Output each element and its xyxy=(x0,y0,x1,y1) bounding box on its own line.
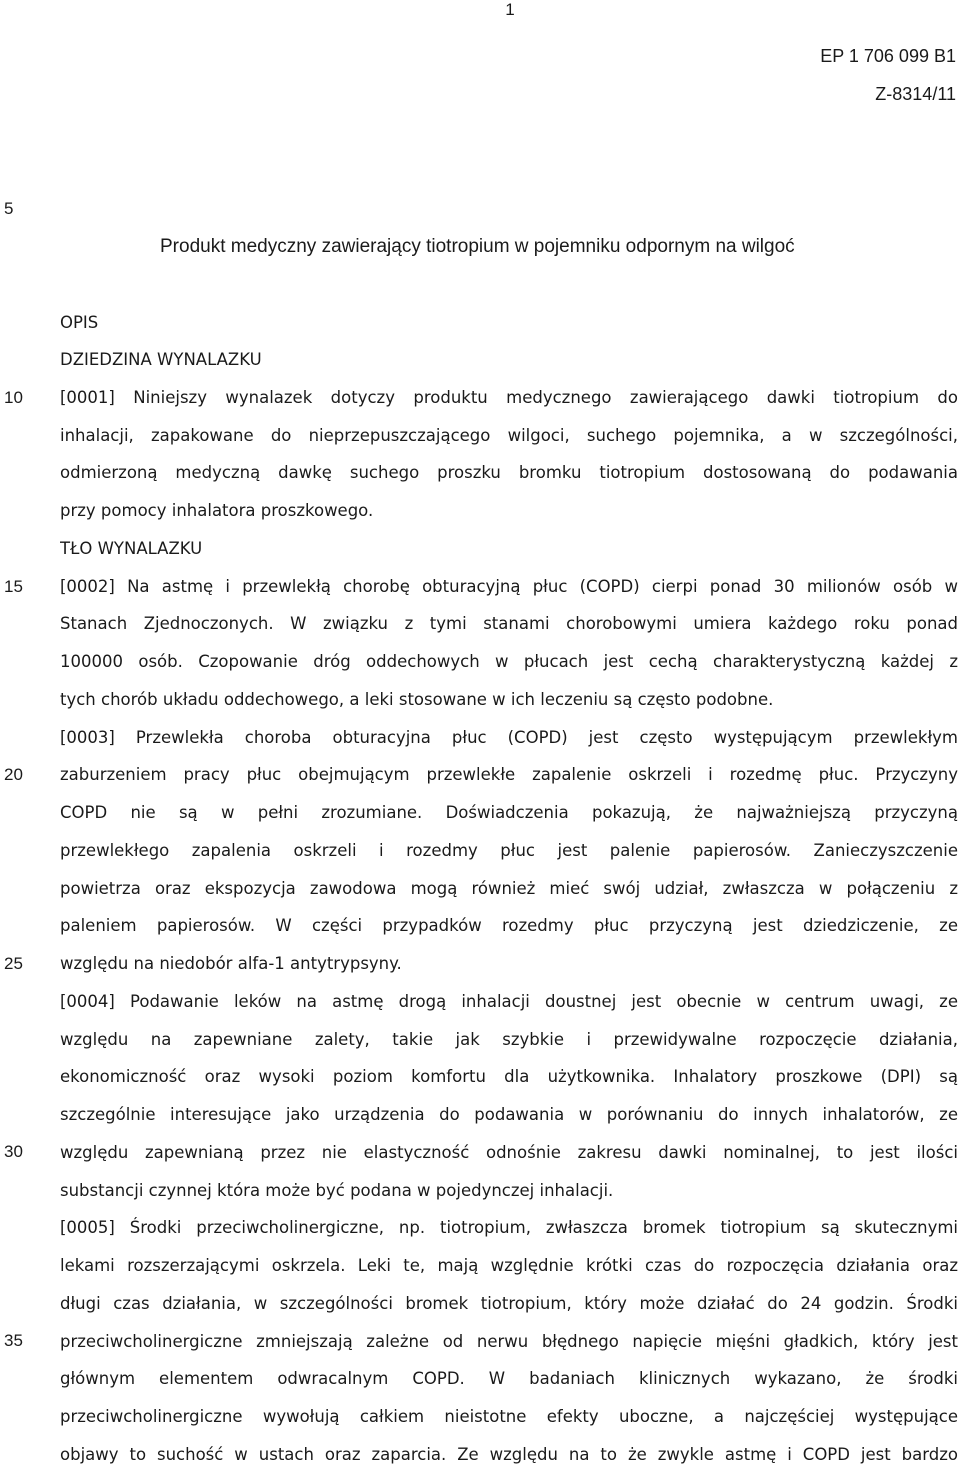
line-number: 20 xyxy=(4,765,23,784)
paragraph-line: szczególnie interesujące jako urządzenia do podawania w porównaniu do innych inhalatorów, ze xyxy=(60,1105,958,1124)
line-number: 35 xyxy=(4,1331,23,1350)
document-title: Produkt medyczny zawierający tiotropium w pojemniku odpornym na wilgoć xyxy=(160,236,795,257)
paragraph-line: przy pomocy inhalatora proszkowego. xyxy=(60,501,374,520)
paragraph-line: substancji czynnej która może być podana w pojedynczej inhalacji. xyxy=(60,1181,614,1200)
paragraph-line: zaburzeniem pracy płuc obejmującym przewlekłe zapalenie oskrzeli i rozedmę płuc. Przyczyny xyxy=(60,765,958,784)
paragraph-line: odmierzoną medyczną dawkę suchego proszku bromku tiotropium dostosowaną do podawania xyxy=(60,463,958,482)
document-number: EP 1 706 099 B1 xyxy=(820,46,956,66)
paragraph-line: długi czas działania, w szczególności bromek tiotropium, który może działać do 24 godzin. Środki xyxy=(60,1294,958,1313)
paragraph-line: ekonomiczność oraz wysoki poziom komfortu dla użytkownika. Inhalatory proszkowe (DPI) są xyxy=(60,1067,958,1086)
page-number: 1 xyxy=(505,0,515,19)
paragraph-line: [0004] Podawanie leków na astmę drogą inhalacji doustnej jest obecnie w centrum uwagi, ze xyxy=(60,992,958,1011)
paragraph-line: względu na niedobór alfa-1 antytrypsyny. xyxy=(60,954,402,973)
paragraph-line: głównym elementem odwracalnym COPD. W badaniach klinicznych wykazano, że środki xyxy=(60,1369,958,1388)
paragraph-line: przeciwcholinergiczne wywołują całkiem nieistotne efekty uboczne, a najczęściej występujące xyxy=(60,1407,958,1426)
paragraph-line: paleniem papierosów. W części przypadków rozedmy płuc przyczyną jest dziedziczenie, ze xyxy=(60,916,958,935)
paragraph-line: [0005] Środki przeciwcholinergiczne, np. tiotropium, zwłaszcza bromek tiotropium są skutecznymi xyxy=(60,1218,958,1237)
paragraph-line: względu zapewnianą przez nie elastyczność odnośnie zakresu dawki nominalnej, to jest ilości xyxy=(60,1143,958,1162)
paragraph-line: objawy to suchość w ustach oraz zaparcia. Ze względu na to że zwykle astmę i COPD jest bardzo xyxy=(60,1445,958,1464)
paragraph-line: COPD nie są w pełni zrozumiane. Doświadczenia pokazują, że najważniejszą przyczyną xyxy=(60,803,958,822)
paragraph-line: lekami rozszerzającymi oskrzela. Leki te, mają względnie krótki czas do rozpoczęcia działania oraz xyxy=(60,1256,958,1275)
paragraph-line: powietrza oraz ekspozycja zawodowa mogą również mieć swój udział, zwłaszcza w połączeniu z xyxy=(60,879,958,898)
paragraph-line: tych chorób układu oddechowego, a leki stosowane w ich leczeniu są często podobne. xyxy=(60,690,774,709)
paragraph-line: Stanach Zjednoczonych. W związku z tymi stanami chorobowymi umiera każdego roku ponad xyxy=(60,614,958,633)
section-heading: DZIEDZINA WYNALAZKU xyxy=(60,350,262,369)
paragraph-line: względu na zapewniane zalety, takie jak szybkie i przewidywalne rozpoczęcie działania, xyxy=(60,1030,958,1049)
paragraph-line: [0002] Na astmę i przewlekłą chorobę obturacyjną płuc (COPD) cierpi ponad 30 milionów osób w xyxy=(60,577,958,596)
line-number: 10 xyxy=(4,388,23,407)
paragraph-line: przeciwcholinergiczne zmniejszają zależne od nerwu błędnego napięcie mięśni gładkich, który jest xyxy=(60,1332,958,1351)
line-number: 5 xyxy=(4,199,14,218)
reference-number: Z-8314/11 xyxy=(875,84,956,104)
section-heading: OPIS xyxy=(60,313,99,332)
line-number: 15 xyxy=(4,577,23,596)
paragraph-line: [0003] Przewlekła choroba obturacyjna płuc (COPD) jest często występującym przewlekłym xyxy=(60,728,958,747)
paragraph-line: [0001] Niniejszy wynalazek dotyczy produktu medycznego zawierającego dawki tiotropium do xyxy=(60,388,958,407)
paragraph-line: inhalacji, zapakowane do nieprzepuszczającego wilgoci, suchego pojemnika, a w szczególności, xyxy=(60,426,958,445)
paragraph-line: przewlekłego zapalenia oskrzeli i rozedmy płuc jest palenie papierosów. Zanieczyszczenie xyxy=(60,841,958,860)
section-heading: TŁO WYNALAZKU xyxy=(60,539,203,558)
line-number: 25 xyxy=(4,954,23,973)
line-number: 30 xyxy=(4,1142,23,1161)
paragraph-line: 100000 osób. Czopowanie dróg oddechowych w płucach jest cechą charakterystyczną każdej z xyxy=(60,652,958,671)
